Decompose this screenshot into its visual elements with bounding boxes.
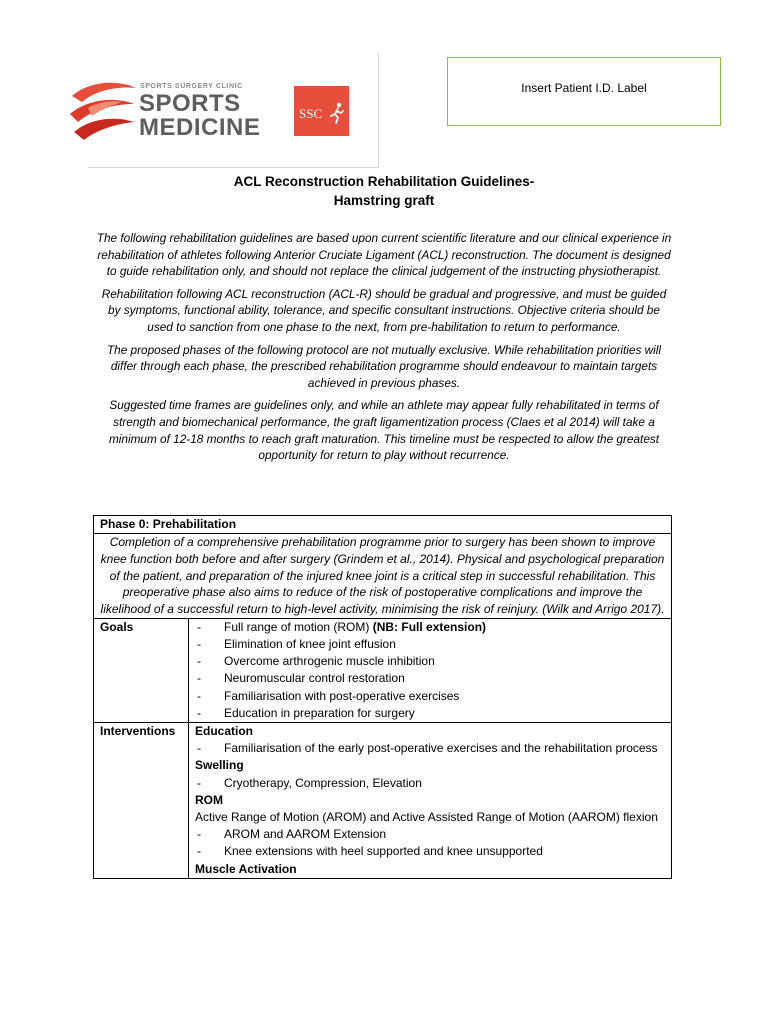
- patient-id-label-text: Insert Patient I.D. Label: [521, 81, 647, 95]
- list-item: - Overcome arthrogenic muscle inhibition: [195, 653, 665, 670]
- goal-rom-text: Full range of motion (ROM): [224, 619, 373, 634]
- header-divider-horizontal: [88, 167, 379, 168]
- swelling-heading: Swelling: [195, 758, 244, 773]
- list-item: [195, 619, 665, 636]
- phase-description-row: [94, 534, 672, 619]
- list-item: - AROM and AAROM Extension: [195, 826, 665, 843]
- interventions-label: Interventions: [94, 722, 189, 878]
- phase-description: Completion of a comprehensive prehabilitation programme prior to surgery has been shown to improve knee function both before and after surgery (Grindem et al., 2014). Physical and psychological preparation of the patient, and preparation of the injured knee joint is a critical step in successful rehabilitation. This preoperative phase also aims to reduce of the risk of postoperative complications and improve the likelihood of a successful return to high-level activity, minimising the risk of reinjury. (Wilk and Arrigo 2017).: [94, 534, 672, 619]
- document-title: [100, 172, 668, 210]
- goals-cell: [189, 618, 672, 722]
- goals-list: [195, 619, 665, 722]
- ssc-badge-text: SSC: [299, 106, 323, 121]
- logo-line-medicine: MEDICINE: [139, 114, 261, 141]
- list-item: - Education in preparation for surgery: [195, 705, 665, 722]
- rom-text: Active Range of Motion (AROM) and Active Assisted Range of Motion (AAROM) flexion: [195, 809, 658, 824]
- muscle-activation-heading: Muscle Activation: [195, 861, 297, 876]
- list-item: - Familiarisation with post-operative exercises: [195, 688, 665, 705]
- list-item: - Neuromuscular control restoration: [195, 670, 665, 687]
- title-line-2: Hamstring graft: [333, 193, 435, 208]
- logo-swoosh-icon: [68, 78, 140, 144]
- intro-paragraph: The proposed phases of the following protocol are not mutually exclusive. While rehabilitation priorities will differ through each phase, the prescribed rehabilitation programme should endeavour to maintain targets achieved in previous phases.: [106, 342, 662, 390]
- goals-row: [94, 618, 672, 722]
- education-heading: Education: [195, 723, 254, 738]
- intro-paragraph: Rehabilitation following ACL reconstruction (ACL-R) should be gradual and progressive, and must be guided by symptoms, functional ability, tolerance, and specific consultant instructions. Objective criteria should be used to sanction from one phase to the next, from pre-habilitation to return to performance.: [101, 286, 667, 334]
- title-line-1: ACL Reconstruction Rehabilitation Guidelines-: [233, 174, 535, 189]
- phase-title: Phase 0: Prehabilitation: [94, 516, 672, 534]
- phase-0-table: [93, 515, 672, 879]
- swelling-list: [195, 775, 665, 792]
- ssc-badge: [294, 86, 349, 136]
- intro-paragraph: The following rehabilitation guidelines are based upon current scientific literature and our clinical experience in rehabilitation of athletes following Anterior Cruciate Ligament (ACL) reconstruction. The document is designed to guide rehabilitation only, and should not replace the clinical judgement of the instructing physiotherapist.: [96, 231, 672, 279]
- sports-medicine-logo: [68, 78, 358, 144]
- logo-clinic-name: SPORTS SURGERY CLINIC: [140, 83, 243, 90]
- list-item: - Knee extensions with heel supported and knee unsupported: [195, 843, 665, 860]
- logo-line-sports: SPORTS: [139, 90, 241, 117]
- intro-section: [96, 230, 672, 470]
- goals-label: Goals: [94, 618, 189, 722]
- rom-list: [195, 826, 665, 860]
- list-item: - Familiarisation of the early post-operative exercises and the rehabilitation process: [195, 740, 665, 757]
- patient-id-label-box: [447, 57, 721, 126]
- goal-rom-note: (NB: Full extension): [372, 619, 487, 634]
- interventions-cell: [189, 722, 672, 878]
- header-divider-vertical: [378, 52, 379, 168]
- interventions-row: [94, 722, 672, 878]
- list-item: - Elimination of knee joint effusion: [195, 636, 665, 653]
- runner-icon: [329, 102, 345, 124]
- rom-heading: ROM: [195, 792, 223, 807]
- education-list: [195, 740, 665, 757]
- list-item: - Cryotherapy, Compression, Elevation: [195, 775, 665, 792]
- intro-paragraph: Suggested time frames are guidelines only, and while an athlete may appear fully rehabilitated in terms of strength and biomechanical performance, the graft ligamentization process (Claes et al 2014) will take a minimum of 12-18 months to reach graft maturation. This timeline must be respected to allow the greatest opportunity for return to play without recurrence.: [108, 398, 660, 463]
- phase-title-row: [94, 516, 672, 534]
